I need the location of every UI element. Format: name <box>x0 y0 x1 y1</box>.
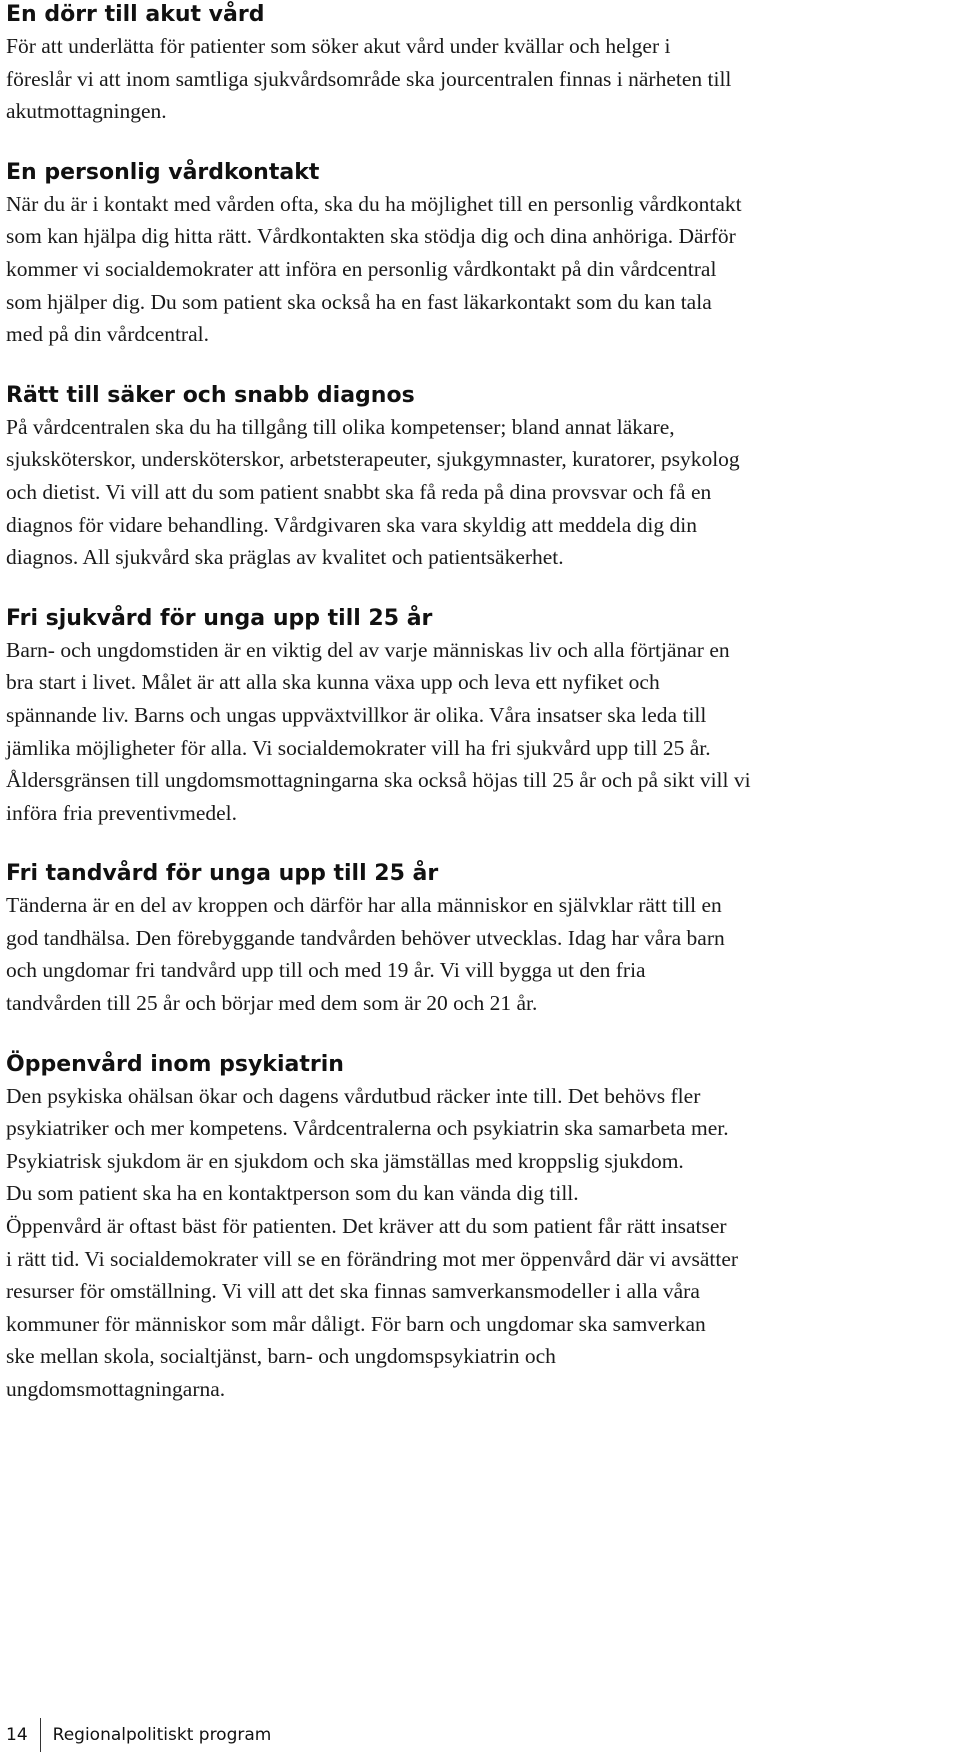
text-line: Tänderna är en del av kroppen och därför har alla människor en självklar rätt till en <box>6 893 722 918</box>
text-line: införa fria preventivmedel. <box>6 800 238 825</box>
text-line: i rätt tid. Vi socialdemokrater vill se en förändring mot mer öppenvård där vi avsätter <box>6 1246 739 1271</box>
section-body <box>6 30 954 128</box>
text-line: När du är i kontakt med vården ofta, ska du ha möjlighet till en personlig vårdkontakt <box>6 191 742 216</box>
text-line: Öppenvård är oftast bäst för patienten. Det kräver att du som patient får rätt insatser <box>6 1214 727 1239</box>
text-line: med på din vårdcentral. <box>6 322 209 347</box>
page-number: 14 <box>6 1725 28 1745</box>
section-psychiatry <box>6 1050 954 1406</box>
text-line: ungdomsmottagningarna. <box>6 1377 226 1401</box>
text-line: Den psykiska ohälsan ökar och dagens vårdutbud räcker inte till. Det behövs fler <box>6 1083 701 1108</box>
section-free-healthcare <box>6 604 954 830</box>
text-line: akutmottagningen. <box>6 99 167 124</box>
text-line: resurser för omställning. Vi vill att det ska finnas samverkansmodeller i alla våra <box>6 1279 700 1304</box>
section-heading: En dörr till akut vård <box>6 2 265 27</box>
text-line: bra start i livet. Målet är att alla ska kunna växa upp och leva ett nyfiket och <box>6 670 660 695</box>
section-body <box>6 411 954 574</box>
section-body <box>6 889 954 1019</box>
text-line: Åldersgränsen till ungdomsmottagningarna ska också höjas till 25 år och på sikt vill vi <box>6 768 751 793</box>
section-diagnosis <box>6 381 954 574</box>
text-line: kommuner för människor som mår dåligt. För barn och ungdomar ska samverkan <box>6 1311 706 1336</box>
text-line: jämlika möjligheter för alla. Vi socialdemokrater vill ha fri sjukvård upp till 25 år. <box>6 735 711 760</box>
section-heading: En personlig vårdkontakt <box>6 159 320 185</box>
text-line: diagnos. All sjukvård ska präglas av kvalitet och patientsäkerhet. <box>6 545 564 570</box>
section-heading: Öppenvård inom psykiatrin <box>6 1051 344 1077</box>
text-line: kommer vi socialdemokrater att införa en personlig vårdkontakt på din vårdcentral <box>6 256 717 281</box>
section-body <box>6 188 954 351</box>
text-line: sjuksköterskor, undersköterskor, arbetsterapeuter, sjukgymnaster, kuratorer, psykolog <box>6 447 740 472</box>
text-line: tandvården till 25 år och börjar med dem som är 20 och 21 år. <box>6 991 538 1016</box>
page-footer <box>6 1717 271 1753</box>
text-line: Barn- och ungdomstiden är en viktig del av varje människas liv och alla förtjänar en <box>6 637 730 662</box>
section-heading: Fri tandvård för unga upp till 25 år <box>6 861 439 887</box>
section-body <box>6 1080 954 1406</box>
section-heading: Fri sjukvård för unga upp till 25 år <box>6 605 433 631</box>
section-heading: Rätt till säker och snabb diagnos <box>6 382 415 408</box>
document-page <box>6 0 954 1406</box>
document-title: Regionalpolitiskt program <box>52 1725 272 1745</box>
text-line: som hjälper dig. Du som patient ska också ha en fast läkarkontakt som du kan tala <box>6 289 712 314</box>
text-line: psykiatriker och mer kompetens. Vårdcentralerna och psykiatrin ska samarbeta mer. <box>6 1116 729 1141</box>
text-line: För att underlätta för patienter som söker akut vård under kvällar och helger i <box>6 34 671 58</box>
section-emergency-care <box>6 0 954 128</box>
text-line: och dietist. Vi vill att du som patient snabbt ska få reda på dina provsvar och få en <box>6 479 712 504</box>
section-free-dental-care <box>6 859 954 1019</box>
section-personal-contact <box>6 158 954 351</box>
text-line: På vårdcentralen ska du ha tillgång till olika kompetenser; bland annat läkare, <box>6 414 675 439</box>
text-line: ske mellan skola, socialtjänst, barn- och ungdomspsykiatrin och <box>6 1344 556 1369</box>
footer-divider <box>40 1718 41 1752</box>
text-line: god tandhälsa. Den förebyggande tandvården behöver utvecklas. Idag har våra barn <box>6 925 725 950</box>
text-line: Psykiatrisk sjukdom är en sjukdom och ska jämställas med kroppslig sjukdom. <box>6 1148 684 1173</box>
text-line: och ungdomar fri tandvård upp till och med 19 år. Vi vill bygga ut den fria <box>6 958 646 983</box>
text-line: som kan hjälpa dig hitta rätt. Vårdkontakten ska stödja dig och dina anhöriga. Därför <box>6 224 736 249</box>
section-body <box>6 634 954 830</box>
text-line: diagnos för vidare behandling. Vårdgivaren ska vara skyldig att meddela dig din <box>6 512 697 537</box>
text-line: spännande liv. Barns och ungas uppväxtvillkor är olika. Våra insatser ska leda till <box>6 702 707 727</box>
text-line: Du som patient ska ha en kontaktperson som du kan vända dig till. <box>6 1181 579 1206</box>
text-line: föreslår vi att inom samtliga sjukvårdsområde ska jourcentralen finnas i närheten till <box>6 66 732 91</box>
